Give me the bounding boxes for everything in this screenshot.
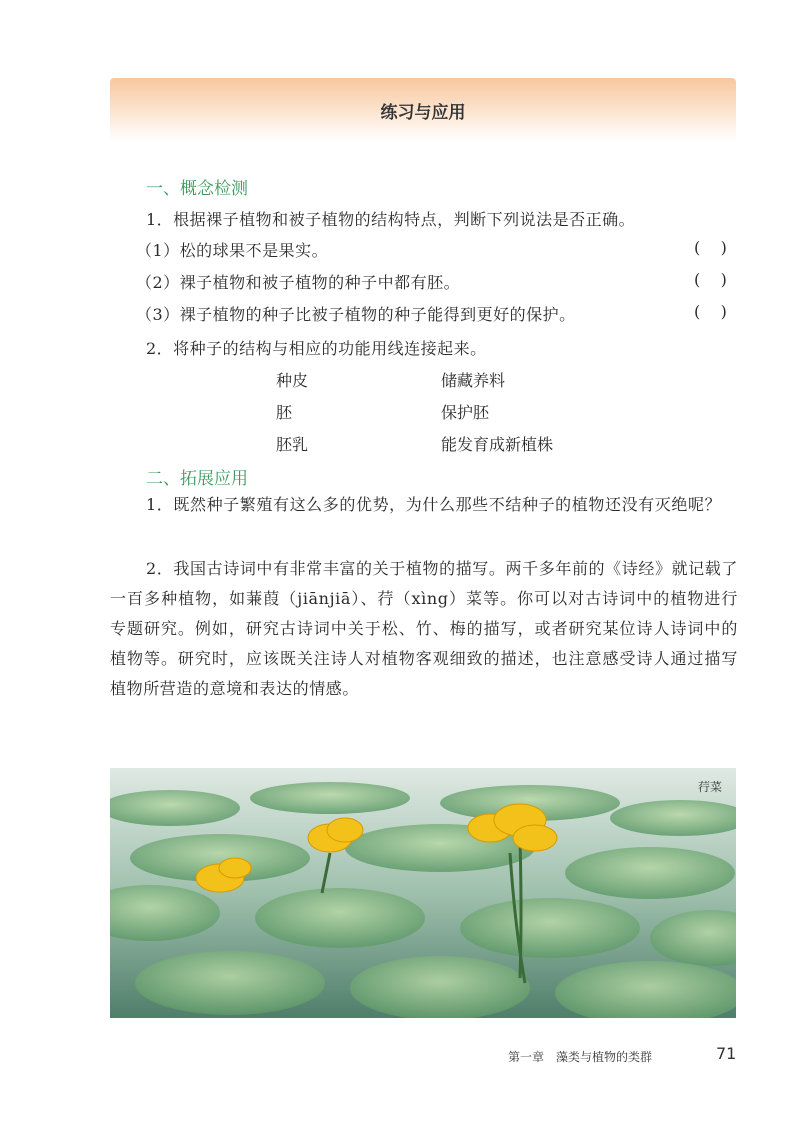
question-1: 1．根据裸子植物和被子植物的结构特点，判断下列说法是否正确。 bbox=[146, 210, 636, 229]
section-heading-extended-application: 二、拓展应用 bbox=[146, 469, 248, 489]
extension-question-2: 2．我国古诗词中有非常丰富的关于植物的描写。两千多年前的《诗经》就记载了一百多种植物，如蒹葭（jiānjiā）、荇（xìng）菜等。你可以对古诗词中的植物进行专题研究。例如，研究古诗词中关于松、竹、梅的描写，或者研究某位诗人诗词中的植物等。研究时，应该既关注诗人对植物客观细致的描述，也注意感受诗人通过描写植物所营造的意境和表达的情感。 bbox=[110, 559, 738, 698]
question-2: 2．将种子的结构与相应的功能用线连接起来。 bbox=[146, 339, 487, 358]
structure-endosperm: 胚乳 bbox=[276, 435, 309, 454]
page-number: 71 bbox=[716, 1044, 737, 1063]
answer-bracket-2: ( ) bbox=[694, 270, 727, 289]
judge-item-2: （2）裸子植物和被子植物的种子中都有胚。 bbox=[136, 273, 461, 292]
photo-caption: 荇菜 bbox=[697, 780, 722, 794]
answer-bracket-1: ( ) bbox=[694, 238, 727, 257]
judge-item-1: （1）松的球果不是果实。 bbox=[136, 241, 329, 260]
structure-seed-coat: 种皮 bbox=[276, 371, 309, 390]
function-store-nutrients: 储藏养料 bbox=[441, 371, 506, 390]
function-protect-embryo: 保护胚 bbox=[441, 403, 490, 422]
footer-chapter-title: 第一章 藻类与植物的类群 bbox=[508, 1050, 653, 1064]
structure-embryo: 胚 bbox=[276, 403, 293, 422]
judge-item-3: （3）裸子植物的种子比被子植物的种子能得到更好的保护。 bbox=[136, 305, 576, 324]
answer-bracket-3: ( ) bbox=[694, 302, 727, 321]
water-lily-pads-illustration bbox=[110, 768, 736, 1018]
page-title: 练习与应用 bbox=[380, 103, 466, 123]
photo-floating-heart-plant bbox=[110, 768, 736, 1018]
extension-question-1: 1．既然种子繁殖有这么多的优势，为什么那些不结种子的植物还没有灭绝呢？ bbox=[146, 495, 722, 514]
section-heading-concept-check: 一、概念检测 bbox=[146, 179, 248, 199]
function-develop-new-plant: 能发育成新植株 bbox=[441, 435, 554, 454]
section-header-band bbox=[110, 78, 736, 142]
